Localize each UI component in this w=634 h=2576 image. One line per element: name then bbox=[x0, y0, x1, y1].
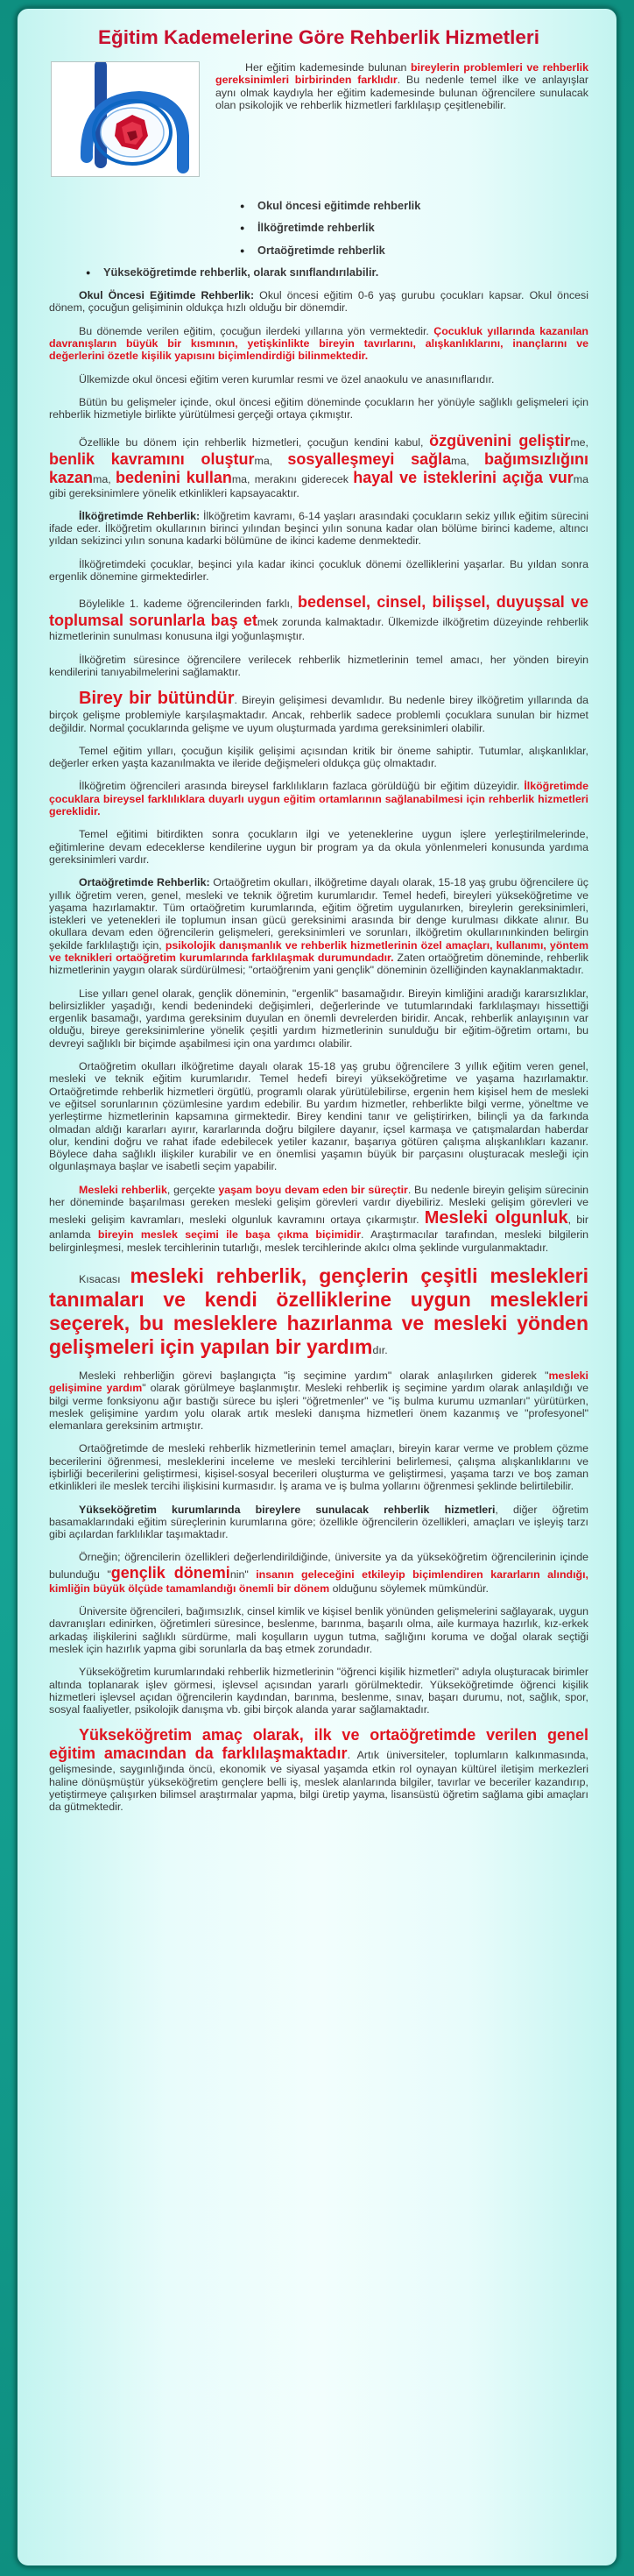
intro-paragraph: Her eğitim kademesinde bulunan bireylerin problemleri ve rehberlik gereksinimleri birbirinden farklıdır. Bu nedenle temel ilke ve anlayışlar aynı olmak kaydıyla her eğitim kademesinde bulunan öğrencilere sunulacak olan psikolojik ve rehberlik hizmetleri farklılaşıp çeşitlenebilir. bbox=[215, 61, 588, 111]
rehberlik-logo-icon bbox=[51, 61, 200, 177]
ilkogretim-paragraph: Temel eğitimi bitirdikten sonra çocukların ilgi ve yeteneklerine uygun işlere yerleştirilmelerinde, eğitimlerine devam edeceklerse kendilerine uygun bir program ya da okula yönlenmeleri konusunda yardıma gereksinimleri vardır. bbox=[49, 828, 588, 866]
mesleki-rehberlik-paragraph: Mesleki rehberlik, gerçekte yaşam boyu devam eden bir süreçtir. Bu nedenle bireyin gelişim sürecinin her döneminde başarılması gereken mesleki gelişim görevleri vardır diyebiliriz. Mesleki gelişim görevleri ve mesleki gelişim kavramları, mesleki olgunluk kavramını ortaya çıkarmıştır. Mesleki olgunluk, bir anlamda bireyin meslek seçimi ile başa çıkma biçimidir. Araştırmacılar tarafından, mesleki bilgilerin belirginleşmesi, meslek tercihlerinin tutarlığı, meslek tercihlerinde akılcı olma şeklinde vurgulanmaktadır. bbox=[49, 1183, 588, 1254]
yuksekogretim-paragraph: Yükseköğretim kurumlarında bireylere sunulacak rehberlik hizmetleri, diğer öğretim basamaklarındaki eğitim süreçlerinin kurumlarına göre; özellikle öğrencilerin özellikleri, amaçları ve işleyiş tarzı gibi açılardan farklılıklar taşımaktadır. bbox=[49, 1503, 588, 1541]
education-levels-list bbox=[49, 200, 588, 257]
yuksekogretim-paragraph: Örneğin; öğrencilerin özellikleri değerlendirildiğinde, üniversite ya da yükseköğretim öğrencilerinin içinde bulunduğu "gençlik döneminin" insanın geleceğini etkileyip biçimlendiren kararların alındığı, kimliğin büyük ölçüde tamamlandığı önemli bir dönem olduğunu söylemek mümkündür. bbox=[49, 1551, 588, 1595]
ortaogretim-paragraph: Ortaöğretimde Rehberlik: Ortaöğretim okulları, ilköğretime dayalı olarak, 15-18 yaş grubu öğrencilere üç yıllık öğretim veren, genel, mesleki ve teknik öğretim kurumlarıdır. Temel hedefi, bireyleri yükseköğretime ve yaşama hazırlamaktır. Tüm ortaöğretim kurumlarında, eğitim öğretim uygulanırken, bireylerin gereksinimleri, istekleri ve yetenekleri ile toplumun insan gücü gereksinimi arasında bir denge kurulması dikkate alınır. Bu okullara devam eden öğrencilerin gelişmeleri, gereksinimleri ve sorunları, ilköğretim okullarınınkinden belirgin şekilde farklılaştığı için, psikolojik danışmanlık ve rehberlik hizmetlerinin özel amaçları, kullanımı, yöntem ve teknikleri ortaöğretim kurumlarında farklılaşmak durumundadır. Zaten ortaöğretim döneminde, rehberlik hizmetlerinin yaygın olarak sürdürülmesi; "ortaöğrenim yani gençlik" döneminin özelliğinden kaynaklanmaktadır. bbox=[49, 876, 588, 977]
ortaogretim-paragraph: Lise yılları genel olarak, gençlik döneminin, "ergenlik" basamağıdır. Bireyin kimliğini aradığı kararsızlıklar, belirsizlikler yaşadığı, kendi bedenindeki değişimleri, değerlerinde ve tutumlarındaki farklılaşmayı hissettiği ergenlik basamağı, yardıma gereksinim duyulan en önemli devrelerden biridir. Ancak, rehberlik anlayışının var olduğu, bireye gereksinimlerine yönelik çeşitli yardım hizmetlerinin sunulduğu bir eğitim-öğretim ortamı, bu devreyi sağlıklı bir biçimde aşabilmesi için ona yardımcı olabilir. bbox=[49, 987, 588, 1050]
yuksekogretim-paragraph: Yükseköğretim kurumlarındaki rehberlik hizmetlerinin "öğrenci kişilik hizmetleri" adıyla oluşturacak birimler altında toplanarak işlev görmesi, işlevsel açısından yararlı görülmektedir. Yükseköğretimde öğrenci kişilik hizmetleri işlevsel açıdan öğrencilerin kaydından, barınma, beslenme, sınav, başarı durumu, not, sağlık, spor, sosyal faaliyetler, psikolojik danışma vb. gibi birçok alanda yarar sağlamaktadır. bbox=[49, 1666, 588, 1716]
education-levels-list-cont bbox=[49, 266, 588, 279]
okul-oncesi-needs-paragraph: Özellikle bu dönem için rehberlik hizmetleri, çocuğun kendini kabul, özgüvenini geliştirme, benlik kavramını oluşturma, sosyalleşmeyi sağlama, bağımsızlığını kazanma, bedenini kullanma, merakını giderecek hayal ve isteklerini açığa vurma gibi gereksinimlere yönelik etkinlikleri kapsayacaktır. bbox=[49, 431, 589, 499]
ilkogretim-paragraph: İlköğretimde Rehberlik: İlköğretim kavramı, 6-14 yaşları arasındaki çocukların sekiz yıllık eğitim sürecini ifade eder. İlköğretim okullarının birinci yılından beşinci yılın sonuna kadar olan bölüme birinci kademe, altıncı yıldan sekizinci yılın sonuna kadarki bölümüne de ikinci kademe denmektedir. bbox=[49, 509, 588, 548]
list-item: ● Yükseköğretimde rehberlik, olarak sınıflandırılabilir. bbox=[103, 266, 588, 279]
list-item: ● Okul öncesi eğitimde rehberlik bbox=[257, 200, 588, 212]
ortaogretim-paragraph: Ortaöğretimde de mesleki rehberlik hizmetlerinin temel amaçları, bireyin karar verme ve problem çözme becerilerini öğrenmesi, mesleklerini inceleme ve mesleki tercihlerini belirlemesi, çalışma alışkanlıklarını ve işbirliği becerilerini geliştirmesi, kişisel-sosyal becerileri oluşturma ve geliştirmesi, yaşama tarzı ve boş zaman etkinlikleri ile meslek tercihi ilişkisini kurmasıdır. İş arama ve iş bulma yollarını öğrenmesi şeklinde belirtilebilir. bbox=[49, 1442, 588, 1493]
okul-oncesi-paragraph: Bu dönemde verilen eğitim, çocuğun ilerdeki yıllarına yön vermektedir. Çocukluk yıllarında kazanılan davranışların büyük bir kısmının, yetişkinlikte bireyin tavırlarını, alışkanlıklarını, inançlarını ve değerlerini özetle kişilik yapısını biçimlendirdiği bilinmektedir. bbox=[49, 324, 588, 363]
list-item: ● İlköğretimde rehberlik bbox=[257, 222, 588, 234]
ilkogretim-paragraph: Temel eğitim yılları, çocuğun kişilik gelişimi açısından kritik bir öneme sahiptir. Tutumlar, alışkanlıklar, değerler erken yaşta kazanılmakta ve ileride değişmeleri oldukça güç olmaktadır. bbox=[49, 744, 588, 770]
okul-oncesi-paragraph: Bütün bu gelişmeler içinde, okul öncesi eğitim döneminde çocukların her yönüyle sağlıklı gelişmeleri için rehberlik hizmetiyle birlikte yürütülmesi gerçeği ortaya çıkmıştır. bbox=[49, 395, 588, 421]
ilkogretim-paragraph: İlköğretim öğrencileri arasında bireysel farklılıkların fazlaca görüldüğü bir eğitim düzeyidir. İlköğretimde çocuklara bireysel farklılıklara duyarlı uygun eğitim ortamlarının sağlanabilmesi için rehberlik hizmetleri gereklidir. bbox=[49, 780, 588, 818]
content-panel bbox=[16, 7, 618, 2567]
ilkogretim-paragraph: Böylelikle 1. kademe öğrencilerinden farklı, bedensel, cinsel, bilişsel, duyuşsal ve toplumsal sorunlarla baş etmek zorunda kalmaktadır. Ülkemizde ilköğretim düzeyinde rehberlik hizmetlerinin sunulması konusuna ilgi yoğunlaşmıştır. bbox=[49, 593, 588, 643]
ilkogretim-paragraph: İlköğretim süresince öğrencilere verilecek rehberlik hizmetlerinin temel amacı, her yönden bireyin kendilerini tanıyabilmelerini sağlamaktır. bbox=[49, 653, 588, 678]
ilkogretim-paragraph: İlköğretimdeki çocuklar, beşinci yıla kadar ikinci çocukluk dönemi özelliklerini yaşarlar. Bu yıldan sonra ergenlik dönemine girmektedirler. bbox=[49, 557, 588, 584]
ilkogretim-paragraph: Birey bir bütündür. Bireyin gelişimesi devamlıdır. Bu nedenle birey ilköğretim yıllarında da birçok gelişme problemiyle karşılaşmaktadır. Ancak, rehberlik sadece problemli çocuklara sunulan bir hizmet değildir. Normal çocuklarında gelişme ve uyum oluşturmada yardıma gereksinimleri olabilir. bbox=[49, 689, 588, 734]
ortaogretim-paragraph: Mesleki rehberliğin görevi başlangıçta "iş seçimine yardım" olarak anlaşılırken giderek "mesleki gelişimine yardım" olarak görülmeye başlanmıştır. Mesleki rehberlik iş seçimine yardım olarak anlaşıldığı ve bilgi verme fonksiyonu ağır bastığı sürece bu işleri "öğretmenler" ve "iş bulma kurumu uzmanları" yürütürken, meslek gelişimine yardım yolu olarak artık mesleki danışma hizmetleri önem kazanmış ve "profesyonel" elemanlara gereksinim artmıştır. bbox=[49, 1369, 588, 1433]
okul-oncesi-paragraph: Ülkemizde okul öncesi eğitim veren kurumlar resmi ve özel anaokulu ve anasınıflarıdır. bbox=[79, 372, 495, 386]
yuksekogretim-paragraph: Üniversite öğrencileri, bağımsızlık, cinsel kimlik ve kişisel benlik yönünden gelişmelerini sağlayarak, uygun davranışları edinirken, öğretimleri süresince, beslenme, barınma, başarılı olma, aile kurmaya hazırlık, kız-erkek arkadaş ilişkilerini sağlıklı sürdürme, mali koşulların uygun tutma, sağlığını koruma ve doğal olarak seçtiği meslek için hazırlık yapma gibi sorunlarla da baş etmek zorundadır. bbox=[49, 1605, 588, 1655]
okul-oncesi-paragraph: Okul Öncesi Eğitimde Rehberlik: Okul öncesi eğitim 0-6 yaş gurubu çocukları kapsar. Okul öncesi dönem, çocuğun gelişiminin oldukça hızlı olduğu bir dönemdir. bbox=[49, 289, 588, 315]
intro-section bbox=[49, 61, 588, 180]
mesleki-rehberlik-definition: Kısacası mesleki rehberlik, gençlerin çeşitli meslekleri tanımaları ve kendi özelliklerine uygun meslekleri seçerek, bu mesleklere hazırlanma ve mesleki yönden gelişmeleri için yapılan bir yardımdır. bbox=[49, 1263, 588, 1358]
page-title: Eğitim Kademelerine Göre Rehberlik Hizmetleri bbox=[98, 26, 539, 48]
list-item: ● Ortaöğretimde rehberlik bbox=[257, 244, 588, 257]
ortaogretim-paragraph: Ortaöğretim okulları ilköğretime dayalı olarak 15-18 yaş grubu öğrencilere 3 yıllık eğitim veren genel, mesleki ve teknik eğitim kurumlarıdır. Temel hedefi bireyi yükseköğretime ve yaşama hazırlamaktır. Ortaöğretimde rehberlik hizmetleri örgütlü, programlı olarak yürütülebilirse, ergenin hem kişisel hem de mesleki ve eğitsel sorunlarının çözümlesine yardım edebilir. Bu yardım hizmetler, rehberlikte bilgi verme, yöneltme ve yerleştirme hizmetlerinin kapsamına girmektedir. Birey kendini tanır ve geliştirirken, bilinçli ya da farkında olmadan aldığı kararları ayırır, kararlarında doğru bilgilere dayanır, içsel karmaşa ve çatışmalardan haberdar olur, kendini doğru ve rahat ifade edebilecek yetiler kazanır, başarıya götüren çalışma alışkanlıkları kazanır. Böylece daha sağlıklı ilişkiler kurabilir ve en önemlisi yaşamın büyük bir parçasını oluşturacak mesleği için olgunlaşmaya başlar ve isabetli seçim yapabilir. bbox=[49, 1060, 588, 1173]
yuksekogretim-paragraph: Yükseköğretim amaç olarak, ilk ve ortaöğretimde verilen genel eğitim amacından da farklılaşmaktadır. Artık üniversiteler, toplumların kalkınmasında, gelişmesinde, saygınlığında öncü, ekonomik ve siyasal yaşamda etkin rol oynayan kültürel iletişim merkezleri haline dönüşmüştür yükseköğretim gençlere belli iş, meslek alanlarında bilgiler, tavırlar ve beceriler kazandırıp, yetiştirmeye çalışırken bilimsel araştırmalar yapma, bilgi üretip yayma, lisansüstü öğretim sağlama gibi amaçları da gütmektedir. bbox=[49, 1726, 588, 1814]
